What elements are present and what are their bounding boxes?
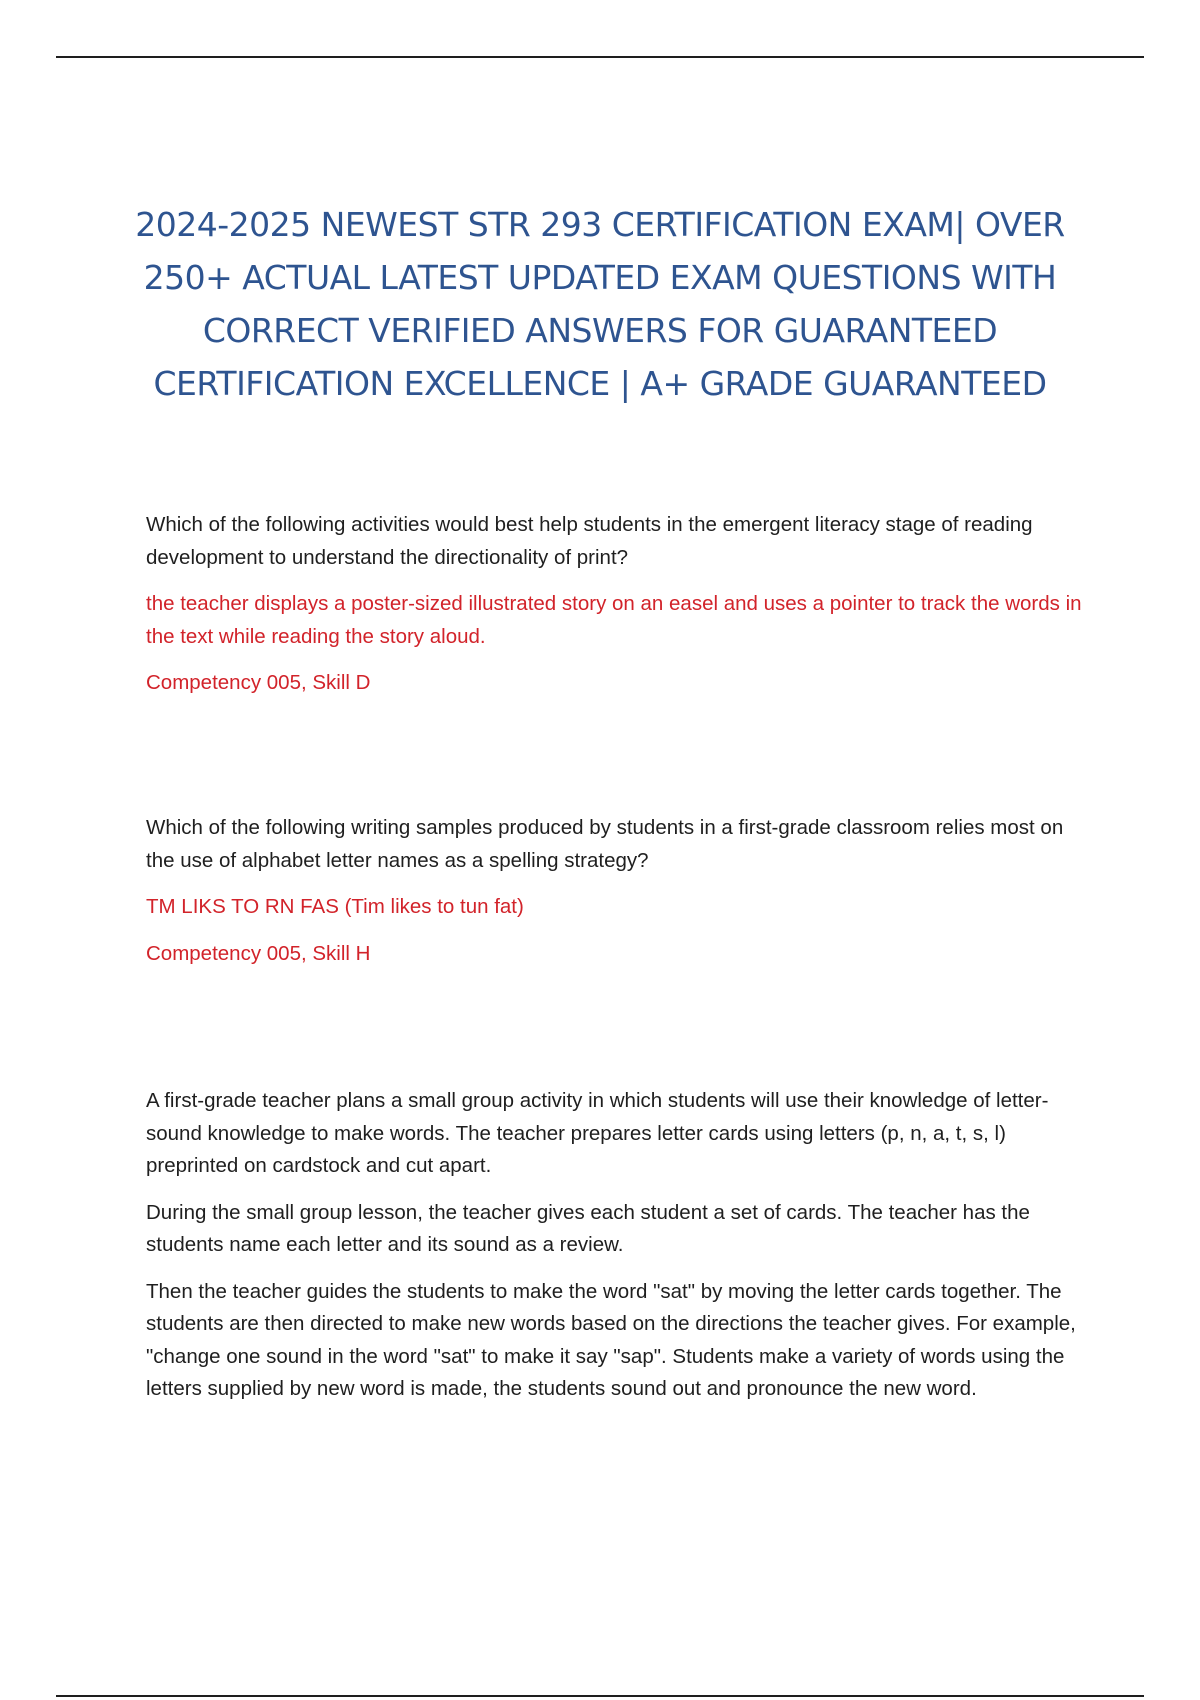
question-block-1 xyxy=(146,509,1096,714)
document-title xyxy=(120,198,1080,410)
answer-text: the teacher displays a poster-sized illustrated story on an easel and uses a pointer to track the words in the text while reading the story aloud. xyxy=(146,592,1082,648)
question-block-2 xyxy=(146,812,1096,984)
question-text: Which of the following writing samples produced by students in a first-grade classroom relies most on the use of alphabet letter names as a spelling strategy? xyxy=(146,816,1064,872)
question-text: Which of the following activities would best help students in the emergent literacy stage of reading development to understand the directionality of print? xyxy=(146,513,1033,569)
question-block-3 xyxy=(146,1085,1096,1420)
answer-text: TM LIKS TO RN FAS (Tim likes to tun fat) xyxy=(146,895,524,918)
title-line: CORRECT VERIFIED ANSWERS FOR GUARANTEED xyxy=(202,311,998,350)
competency-label: Competency 005, Skill D xyxy=(146,671,371,694)
title-line: CERTIFICATION EXCELLENCE | A+ GRADE GUARANTEED xyxy=(153,364,1047,403)
title-line: 2024-2025 NEWEST STR 293 CERTIFICATION EXAM| OVER xyxy=(135,205,1065,244)
question-paragraph: Then the teacher guides the students to make the word "sat" by moving the letter cards together. The students are then directed to make new words based on the directions the teacher gives. For example, "change one sound in the word "sat" to make it say "sap". Students make a variety of words using the letters supplied by new word is made, the students sound out and pronounce the new word. xyxy=(146,1279,1076,1400)
question-paragraph: A first-grade teacher plans a small group activity in which students will use their knowledge of letter-sound knowledge to make words. The teacher prepares letter cards using letters (p, n, a, t, s, l) preprinted on cardstock and cut apart. xyxy=(146,1089,1049,1177)
bottom-rule xyxy=(56,1695,1144,1697)
competency-label: Competency 005, Skill H xyxy=(146,941,371,965)
question-paragraph: During the small group lesson, the teacher gives each student a set of cards. The teacher has the students name each letter and its sound as a review. xyxy=(146,1200,1030,1256)
top-rule xyxy=(56,56,1144,58)
title-line: 250+ ACTUAL LATEST UPDATED EXAM QUESTIONS WITH xyxy=(143,258,1057,297)
